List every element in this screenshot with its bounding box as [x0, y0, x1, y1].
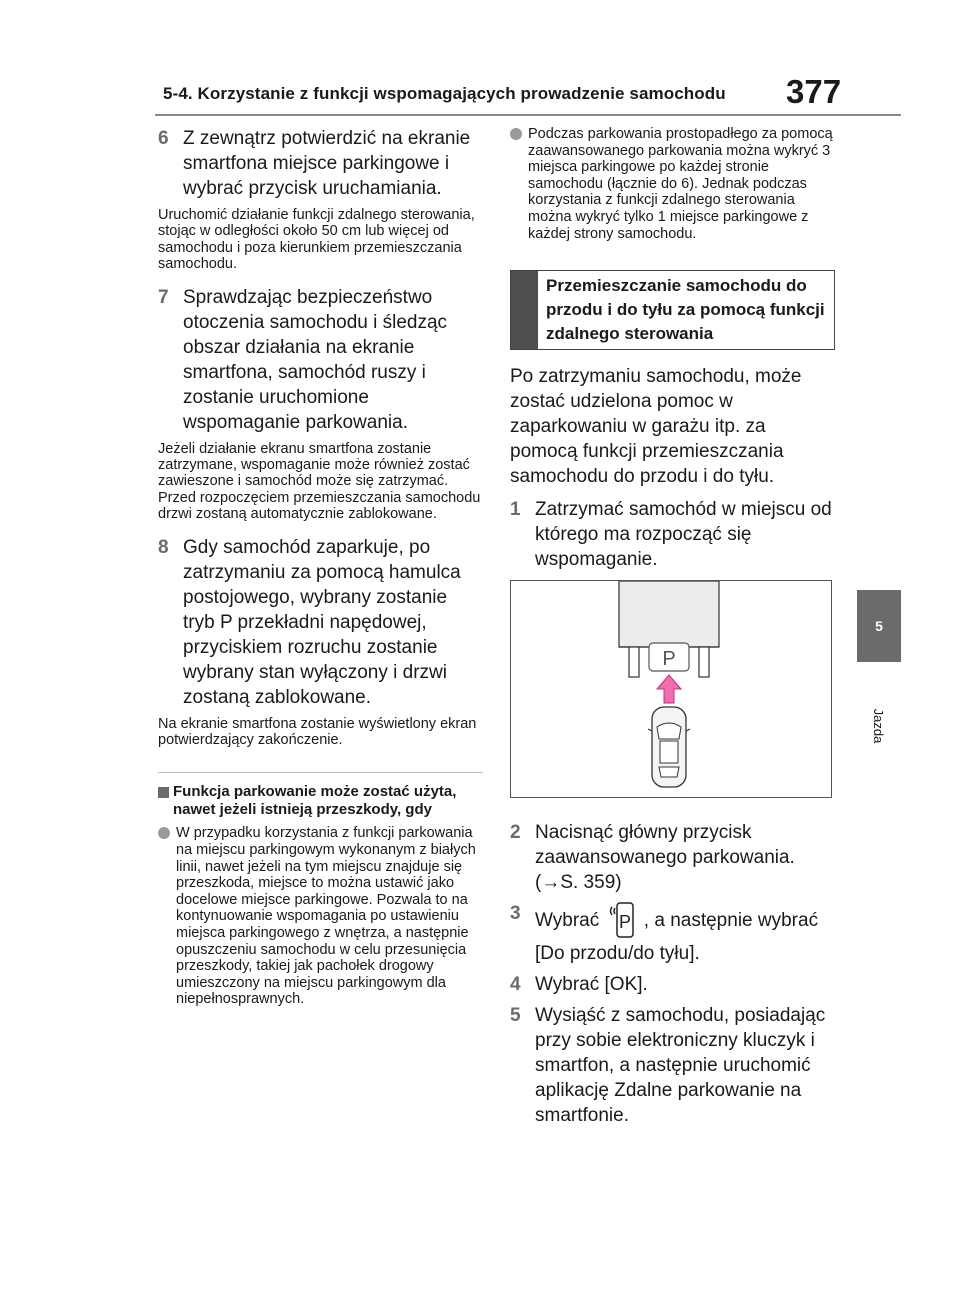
- step-7: [158, 285, 483, 435]
- subheading: [158, 783, 483, 819]
- chapter-tab: 5: [857, 590, 901, 662]
- divider: [158, 772, 483, 773]
- chapter-label: Jazda: [871, 708, 887, 744]
- step-text: Wysiąść z samochodu, posiadając przy sobie elektroniczny kluczyk i smartfon, a następnie uruchomić aplikację Zdalne parkowanie na smartfonie.: [535, 1005, 826, 1127]
- step-text: Sprawdzając bezpieczeństwo otoczenia samochodu i śledząc obszar działania na ekranie smartfona, samochód ruszy i zostanie uruchomione wspomaganie parkowania.: [183, 286, 448, 433]
- left-column: [158, 126, 483, 1008]
- bullet-dot-icon: [510, 128, 522, 140]
- step-number: 2: [510, 822, 521, 844]
- step-5: [510, 1003, 835, 1128]
- step-1: [510, 497, 835, 572]
- bullet-item: [158, 825, 483, 1008]
- step-number: 6: [158, 128, 169, 149]
- step-text: Z zewnątrz potwierdzić na ekranie smartfona miejsce parkingowe i wybrać przycisk uruchamiania.: [183, 128, 471, 199]
- bullet-item: [510, 126, 835, 242]
- subheading-text: Funkcja parkowanie może zostać użyta, nawet jeżeli istnieją przeszkody, gdy: [173, 783, 457, 819]
- step-text: Nacisnąć główny przycisk zaawansowanego parkowania. (→S. 359): [535, 822, 795, 894]
- step-number: 1: [510, 499, 521, 521]
- section-heading-box: [510, 270, 835, 350]
- car-icon: [648, 707, 690, 787]
- section-title: Przemieszczanie samochodu do przodu i do tyłu za pomocą funkcji zdalnego sterowania: [546, 276, 825, 344]
- step-text: Wybrać: [535, 910, 600, 932]
- step-note: Na ekranie smartfona zostanie wyświetlony ekran potwierdzający zakończenie.: [158, 715, 477, 749]
- header-title: 5-4. Korzystanie z funkcji wspomagających prowadzenie samochodu: [163, 84, 726, 103]
- step-text: , a następnie wybrać [Do przodu/do tyłu].: [535, 910, 819, 965]
- right-column: [510, 126, 835, 1134]
- square-bullet-icon: [158, 787, 169, 798]
- step-8: [158, 535, 483, 710]
- step-note: Uruchomić działanie funkcji zdalnego sterowania, stojąc w odległości około 50 cm lub więcej od samochodu i poza kierunkiem przemieszczania samochodu.: [158, 207, 475, 273]
- step-number: 8: [158, 536, 169, 558]
- step-2: [510, 820, 835, 895]
- remote-park-icon: [609, 901, 635, 941]
- step-note: Jeżeli działanie ekranu smartfona zostanie zatrzymane, wspomaganie może również zostać zawieszone i samochód może się zatrzymać. Przed rozpoczęciem przemieszczania samochodu drzwi zostaną automatycznie zablokowane.: [158, 440, 481, 523]
- intro-paragraph: Po zatrzymaniu samochodu, może zostać udzielona pomoc w zaparkowaniu w garażu itp. za pomocą funkcji przemieszczania samochodu do przodu i do tyłu.: [510, 366, 802, 488]
- step-number: 3: [510, 903, 521, 925]
- section-bar: [511, 271, 538, 349]
- step-number: 5: [510, 1005, 521, 1027]
- garage-icon: [619, 581, 719, 677]
- parking-p-label: P: [662, 648, 676, 671]
- parking-illustration: [510, 580, 832, 798]
- bullet-dot-icon: [158, 827, 170, 839]
- step-4: [510, 972, 835, 997]
- step-text: Gdy samochód zaparkuje, po zatrzymaniu za pomocą hamulca postojowego, wybrany zostanie tryb P przekładni napędowej, przyciskiem rozruchu zostanie wybrany stan wyłączony i drzwi zostaną zablokowane.: [183, 536, 461, 708]
- step-number: 4: [510, 974, 521, 996]
- header-rule: [155, 114, 901, 116]
- step-3: [510, 901, 835, 966]
- page-number: 377: [786, 73, 842, 110]
- bullet-text: W przypadku korzystania z funkcji parkowania na miejscu parkingowym wykonanym z białych linii, nawet jeżeli na tym miejscu znajduje się przeszkoda, miejsce to można ustawić jako docelowe miejsce parkingowe. Pozwala to na kontynuowanie wspomagania po ustawieniu miejsca parkingowego z wnętrza, a następnie opuszczeniu samochodu w celu przesunięcia przeszkody, takiej jak pachołek drogowy umieszczony na miejscu parkingowym dla niepełnosprawnych.: [176, 825, 476, 1008]
- step-6: [158, 126, 483, 201]
- step-number: 7: [158, 286, 169, 308]
- remote-park-icon-letter: P: [618, 912, 631, 933]
- step-text: Zatrzymać samochód w miejscu od którego ma rozpocząć się wspomaganie.: [535, 499, 832, 571]
- bullet-text: Podczas parkowania prostopadłego za pomocą zaawansowanego parkowania można wykryć 3 miejsca parkingowe po każdej stronie samochodu (łącznie do 6). Jednak podczas korzystania z funkcji zdalnego sterowania można wykryć tylko 1 miejsce parkingowe z każdej strony samochodu.: [528, 126, 833, 242]
- step-text: Wybrać [OK].: [535, 974, 648, 996]
- forward-arrow-icon: [657, 675, 681, 703]
